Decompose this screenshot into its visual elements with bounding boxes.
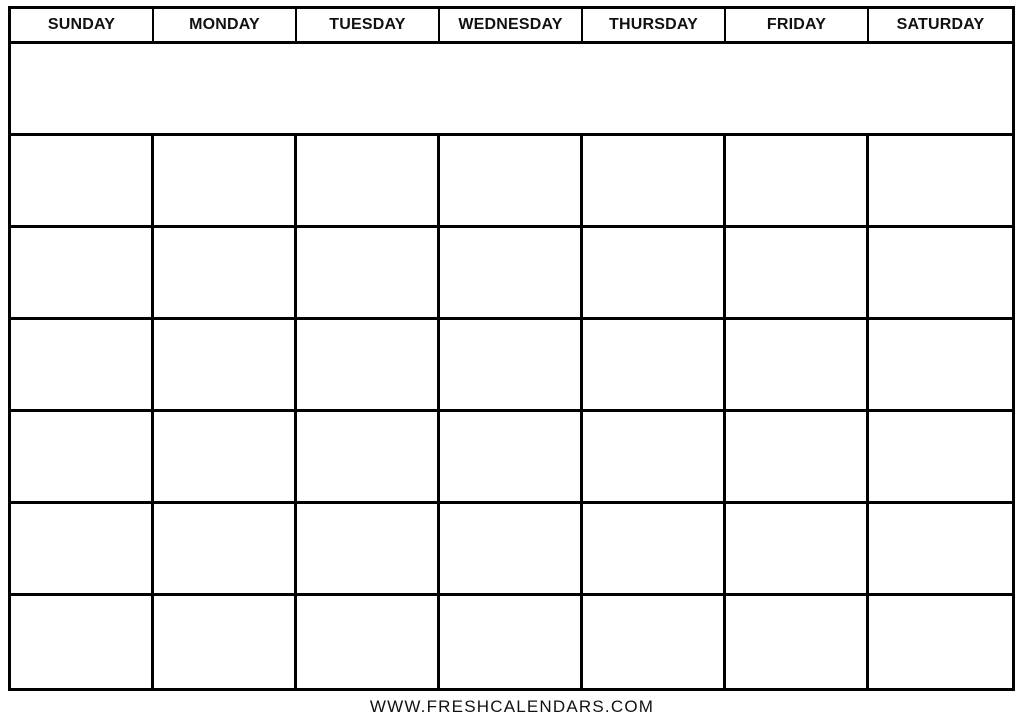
day-cell (154, 136, 297, 228)
day-cell (440, 504, 583, 596)
day-cell (726, 320, 869, 412)
weekday-header-tuesday: TUESDAY (297, 9, 440, 44)
day-cell (297, 504, 440, 596)
day-cell (726, 596, 869, 688)
month-title-band (11, 44, 1012, 136)
day-cell (440, 412, 583, 504)
day-cell (440, 136, 583, 228)
day-cell (869, 412, 1012, 504)
day-cell (726, 504, 869, 596)
day-cell (11, 136, 154, 228)
day-cell (869, 228, 1012, 320)
day-cell (869, 136, 1012, 228)
day-cell (583, 596, 726, 688)
website-url: WWW.FRESHCALENDARS.COM (369, 697, 655, 716)
day-cell (726, 136, 869, 228)
day-cell (297, 412, 440, 504)
day-cell (154, 504, 297, 596)
day-cell (11, 504, 154, 596)
day-cell (869, 596, 1012, 688)
weekday-header-thursday: THURSDAY (583, 9, 726, 44)
day-cell (154, 320, 297, 412)
weekday-header-wednesday: WEDNESDAY (440, 9, 583, 44)
day-cell (297, 320, 440, 412)
day-cell (726, 412, 869, 504)
weekday-header-saturday: SATURDAY (869, 9, 1012, 44)
day-cell (583, 412, 726, 504)
day-cell (440, 596, 583, 688)
day-cell (440, 320, 583, 412)
weekday-header-friday: FRIDAY (726, 9, 869, 44)
day-cell (11, 596, 154, 688)
day-cell (297, 136, 440, 228)
day-cell (440, 228, 583, 320)
day-cell (583, 136, 726, 228)
day-cell (869, 504, 1012, 596)
day-cell (297, 596, 440, 688)
weekday-header-sunday: SUNDAY (11, 9, 154, 44)
day-cell (154, 596, 297, 688)
weekday-header-monday: MONDAY (154, 9, 297, 44)
day-cell (11, 412, 154, 504)
day-cell (583, 320, 726, 412)
day-cell (869, 320, 1012, 412)
day-cell (11, 228, 154, 320)
day-cell (726, 228, 869, 320)
calendar-grid (8, 6, 1015, 691)
day-cell (11, 320, 154, 412)
day-cell (154, 412, 297, 504)
day-cell (583, 228, 726, 320)
day-cell (297, 228, 440, 320)
day-cell (154, 228, 297, 320)
day-cell (583, 504, 726, 596)
